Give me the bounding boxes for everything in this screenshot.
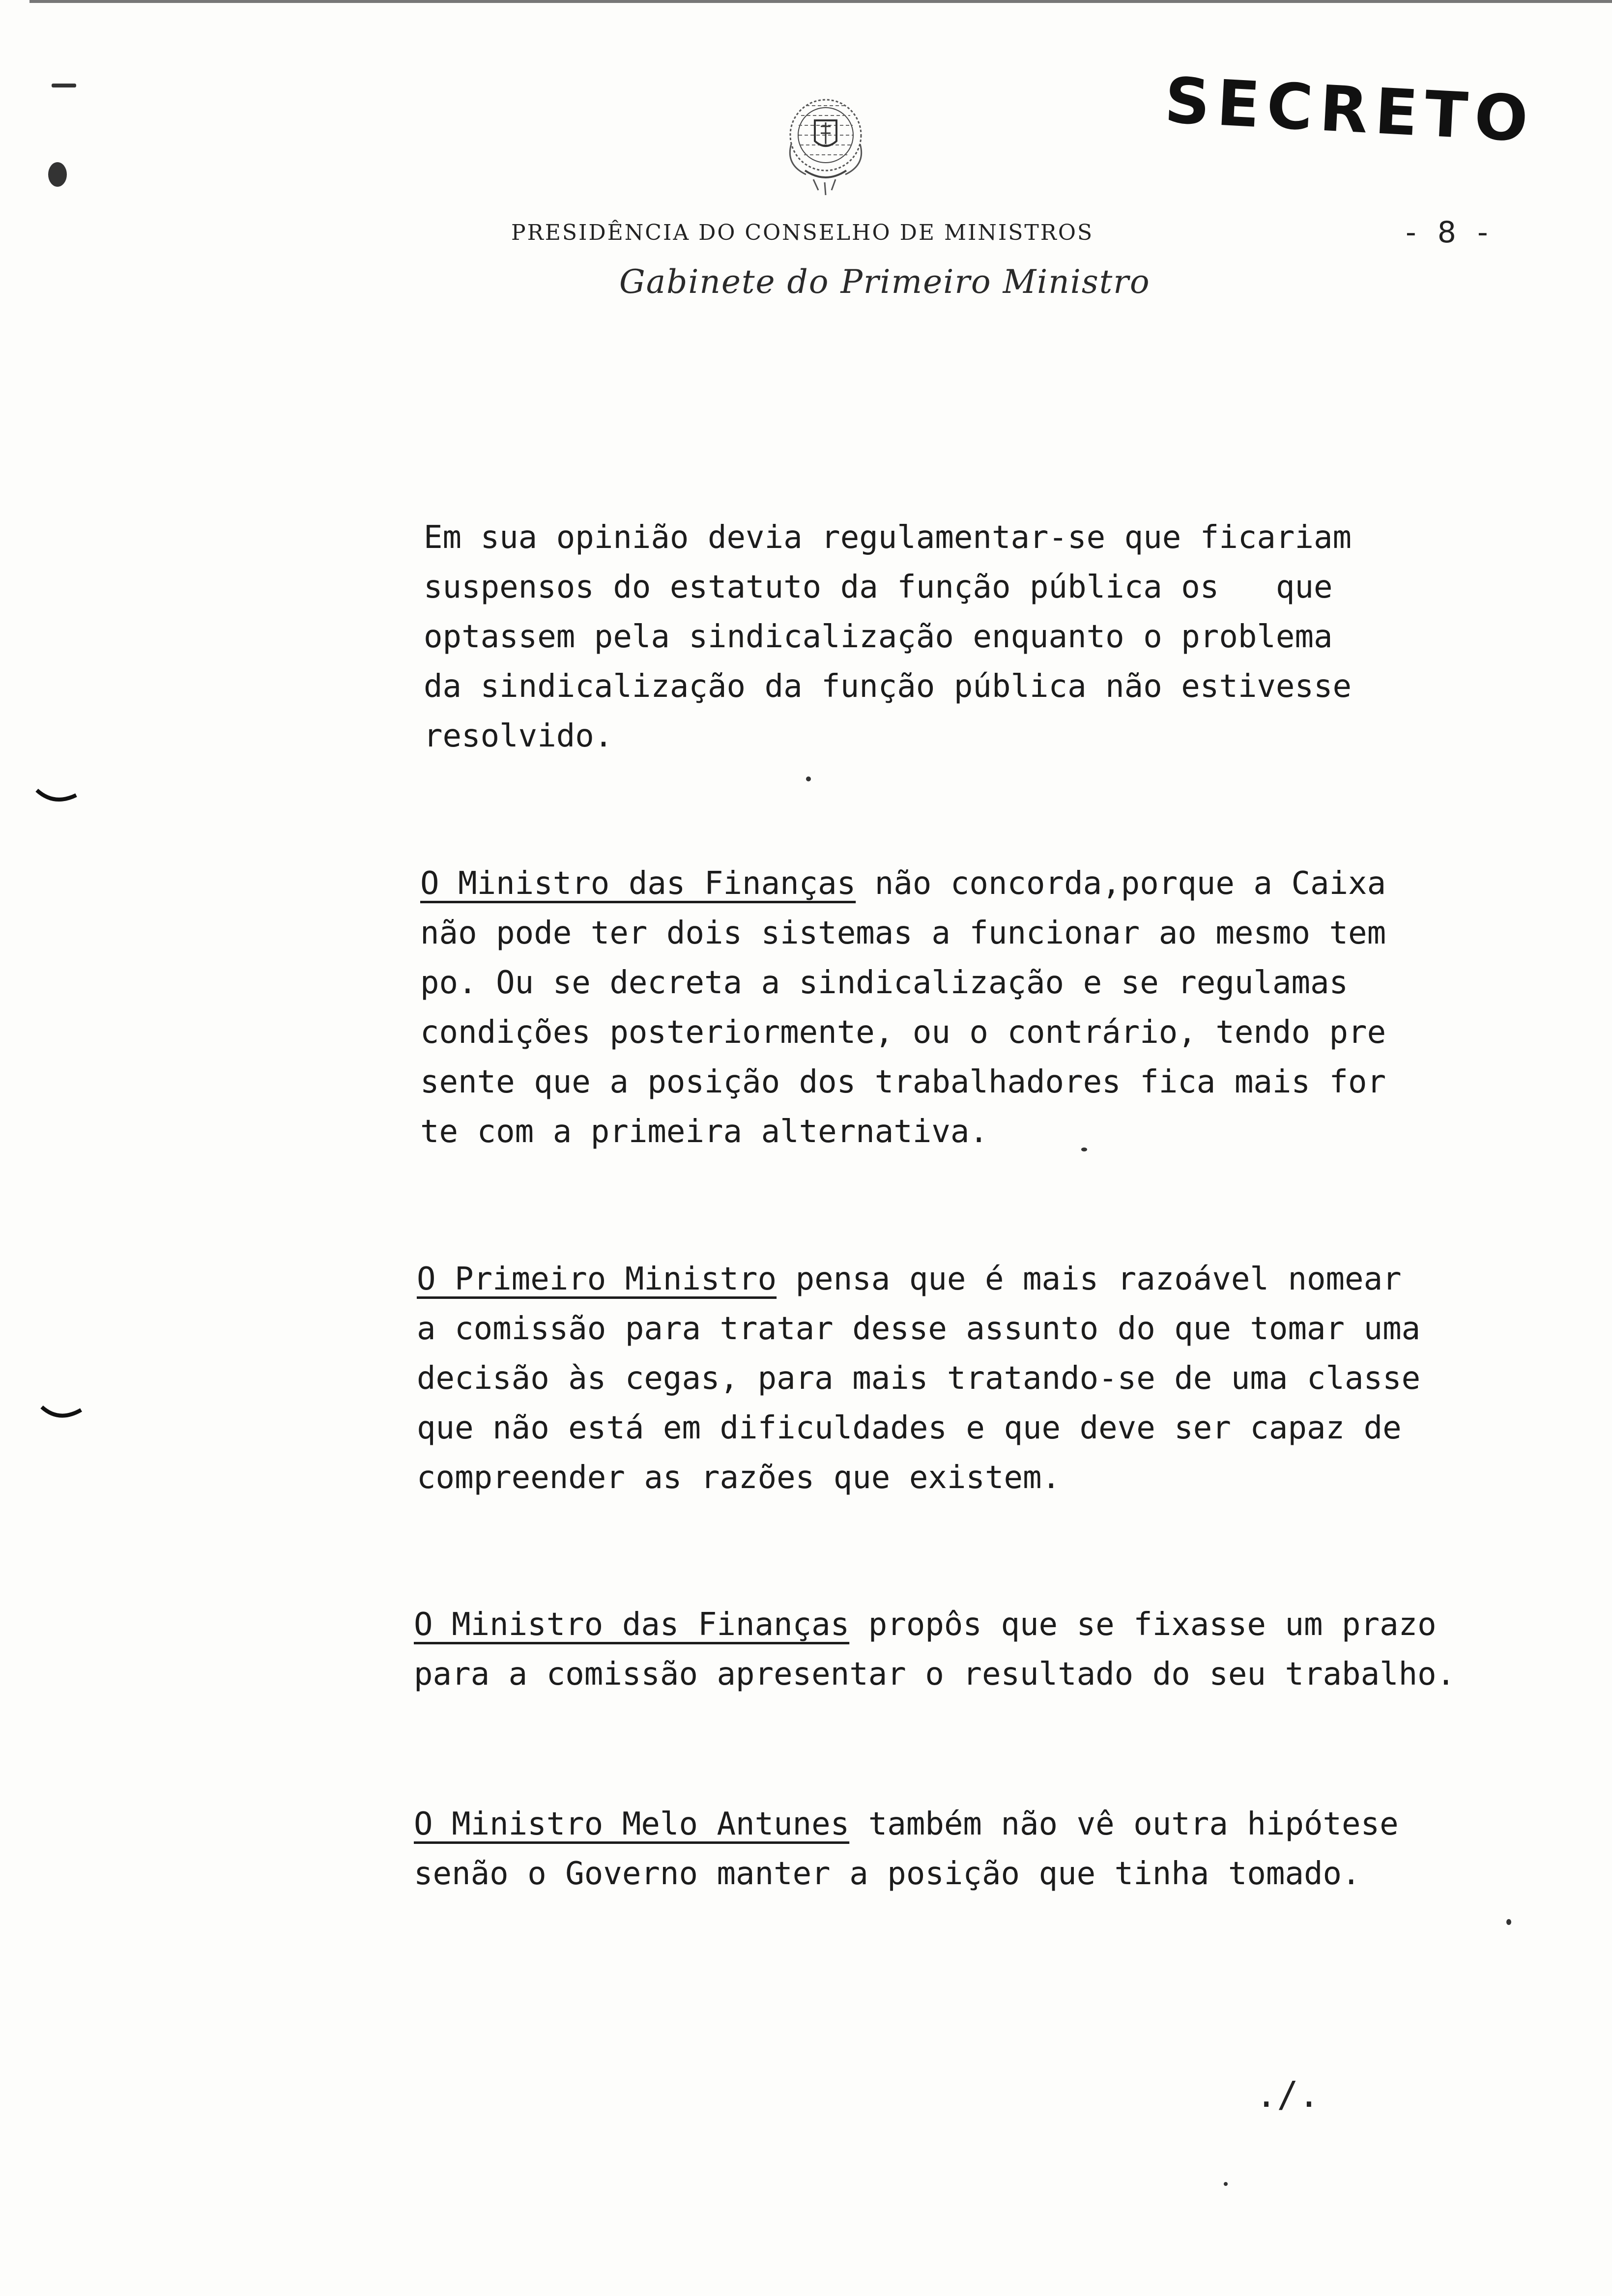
- department-name: Gabinete do Primeiro Ministro: [619, 263, 1151, 301]
- punch-hole-mark: [39, 1403, 84, 1423]
- page-top-edge: [29, 0, 1612, 3]
- speaker-name: O Ministro Melo Antunes: [414, 1806, 850, 1842]
- paragraph-2: [420, 859, 1386, 1157]
- organization-name: PRESIDÊNCIA DO CONSELHO DE MINISTROS: [511, 220, 1094, 245]
- paragraph-5-text: também não vê outra hipótese senão o Governo manter a posição que tinha tomado.: [414, 1806, 1399, 1892]
- paragraph-3-text: pensa que é mais razoável nomear a comissão para tratar desse assunto do que tomar uma decisão às cegas, para mais tratando-se de uma classe que não está em dificuldades e que deve ser capaz de compreender as razões que existem.: [417, 1261, 1421, 1496]
- scan-speck: [48, 162, 67, 187]
- page-number: - 8 -: [1406, 215, 1494, 250]
- classification-stamp: SECRETO: [1163, 64, 1537, 157]
- speaker-name: O Ministro das Finanças: [420, 865, 856, 902]
- paragraph-3: [417, 1255, 1420, 1503]
- scan-speck: [52, 84, 76, 87]
- speaker-name: O Primeiro Ministro: [417, 1261, 777, 1297]
- coat-of-arms-seal: [772, 86, 880, 199]
- scan-speck: [1081, 1148, 1087, 1151]
- scan-speck: [1224, 2182, 1228, 2186]
- continuation-mark: ./.: [1256, 2074, 1320, 2115]
- scan-speck: [1506, 1919, 1511, 1925]
- paragraph-1-text: Em sua opinião devia regulamentar-se que ficariam suspensos do estatuto da função pública os que optassem pela sindicalização enquanto o problema da sindicalização da função pública não estivesse resolvido.: [424, 519, 1352, 754]
- paragraph-2-text: não concorda,porque a Caixa não pode ter dois sistemas a funcionar ao mesmo tem po. Ou se decreta a sindicalização e se regulamas condições posteriormente, ou o contrário, tendo pre sente que a posição dos trabalhadores fica mais for te com a primeira alternativa.: [420, 865, 1386, 1150]
- paragraph-1: [424, 513, 1352, 761]
- paragraph-4: [414, 1600, 1455, 1699]
- paragraph-5: [414, 1800, 1399, 1899]
- speaker-name: O Ministro das Finanças: [414, 1607, 850, 1643]
- paragraph-4-text: propôs que se fixasse um prazo para a comissão apresentar o resultado do seu trabalho.: [414, 1607, 1456, 1693]
- punch-hole-mark: [34, 786, 79, 806]
- scan-speck: [806, 776, 811, 781]
